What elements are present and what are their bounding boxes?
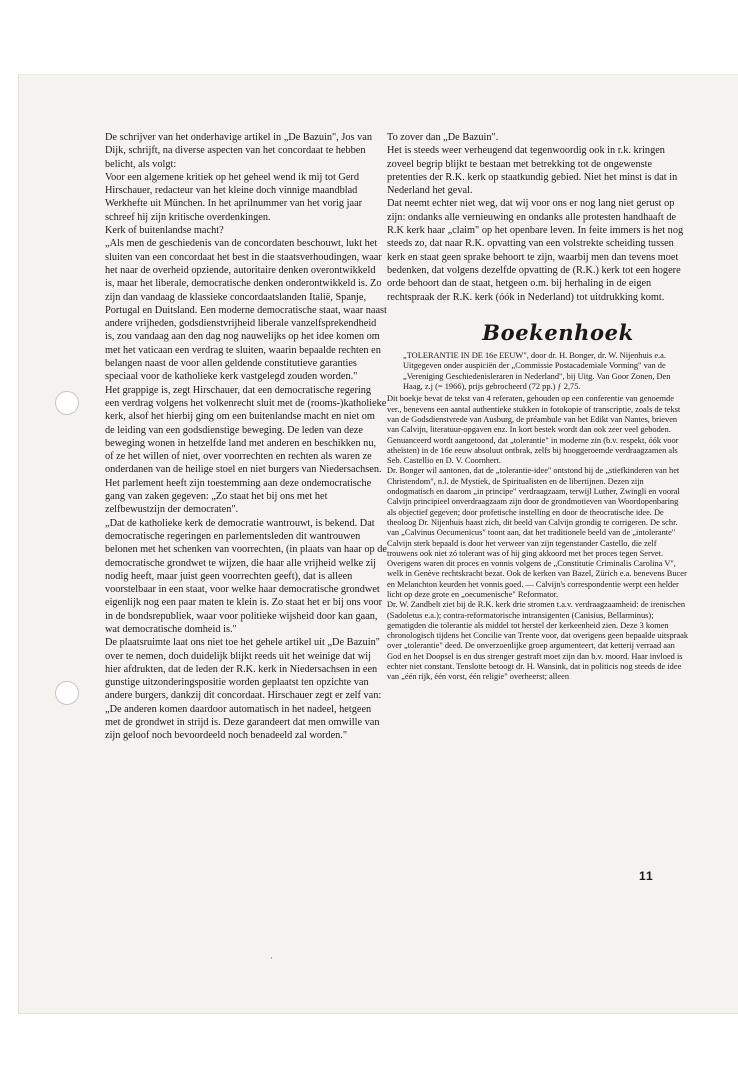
left-column [105,131,387,743]
right-column [387,131,689,683]
review-paragraph: Dr. Bonger wil aantonen, dat de „tolerantie-idee" ontstond bij de „stiefkinderen van het Christendom", n.l. de Mystiek, de Spiritualisten en de libertijnen. Dezen zijn ondogmatisch en daarom „in principe" verdraagzaam, terwijl Luther, Zwingli en vooral Calvijn principieel onverdraagzaam zijn door de grondmotieven van Woordopenbaring als objectief gegeven; door profetische instelling en door de theocratische idee. De theoloog Dr. Nijenhuis haast zich, dit beeld van Calvijn grondig te corrigeren. De schr. van „Calvinus Oecumenicus" toont aan, dat het traditionele beeld van de „intolerante" Calvijn sterk bepaald is door het verweer van zijn tegenstander Castello, die zelf trouwens ook niet zó tolerant was of hij ging akkoord met het proces tegen Servet. Overigens waren dit proces en vonnis volgens de „Constitutie Criminalis Carolina V", welk in Genève rechtskracht bezat. Ook de kerken van Bazel, Zürich e.a. benevens Bucer en Melanchton keurden het vonnis goed. — Calvijn's correspondentie werpt een helder licht op deze grote en „oecumenische" Reformator. [387,466,687,599]
paragraph: Voor een algemene kritiek op het geheel wend ik mij tot Gerd Hirschauer, redacteur van het kleine doch vinnige maandblad Werkhefte uit München. In het aprilnummer van het vorig jaar schreef hij zijn kritische overdenkingen. [105,171,363,223]
paragraph: Het is steeds weer verheugend dat tegenwoordig ook in r.k. kringen zoveel begrip blijkt te bestaan met betrekking tot de ongewenste pretenties der R.K. kerk op staatkundig gebied. Niet het minst is dat in Nederland het geval. [387,145,678,197]
review-paragraph: Dr. W. Zandbelt ziet bij de R.K. kerk drie stromen t.a.v. verdraagzaamheid: de irenischen (Sadoletus e.a.); contra-reformatorische intransigenten (Canisius, Bellarminus); gematigden die tolerantie als middel tot herstel der kerkeenheid zien. Deze 3 komen chronologisch tijdens het Concilie van Trente voor, dat overigens geen bepaalde uitspraak over „tolerantie" deed. De onverzoenlijke groep argumenteert, dat ketterij verraad aan God en het Doopsel is en dus strenger gestraft moet zijn dan b.v. moord. Haar invloed is echter niet constant. Tenslotte betoogt dr. H. Wansink, dat in politicis nog steeds de idee van „één rijk, één vorst, één religie" overheerst; alleen [387,600,689,682]
paragraph: Dat neemt echter niet weg, dat wij voor ons er nog lang niet gerust op zijn: ondanks alle vernieuwing en ondanks alle protesten handhaaft de R.K kerk haar „claim" op het openbare leven. In feite immers is het nog steeds zo, dat naar R.K. opvatting van een volstrekte scheiding tussen kerk en staat geen sprake behoort te zijn, waarbij men dan tevens moet bedenken, dat volgens dezelfde opvatting de (R.K.) kerk tot een hogere orde behoort dan de staat, hetgeen o.m. bij herhaling in de eigen rechtspraak der R.K. kerk (óók in Nederland) tot uitdrukking komt. [387,198,684,303]
footer-mark: · [270,953,273,963]
review-paragraph: Genuanceerd wordt aangetoond, dat „tolerantie" in moderne zin (b.v. respekt, óók voor atheïsten) in de 16e eeuw absoluut ontbrak, zelfs bij hooggeroemde verdraagzamen als Seb. Castellio en D. V. Coornhert. [387,435,679,466]
paragraph: De plaatsruimte laat ons niet toe het gehele artikel uit „De Bazuin" over te nemen, doch duidelijk blijkt reeds uit het weinige dat wij hier afdrukten, dat de leden der R.K. kerk in Niedersachsen in een gunstige uitzonderingspositie worden geplaatst ten opzichte van andere burgers, dankzij dit concordaat. Hirschauer zegt er zelf van: „De anderen komen daardoor automatisch in het nadeel, hetgeen met de grondwet in strijd is. Deze garandeert dat men omwille van zijn geloof noch bevoordeeld noch benadeeld zal worden." [105,637,382,742]
paragraph: Het grappige is, zegt Hirschauer, dat een democratische regering een verdrag volgens het volkenrecht sluit met de (rooms-)katholieke kerk, alsof het hierbij ging om een buitenlandse macht en niet om de leiding van een godsdienstige beweging. De leden van deze beweging wonen in hetzelfde land met anderen en beschikken nu, of ze het willen of niet, over voorrechten en rechten als waren ze onderdanen van de heilige stoel en niet burgers van Niedersachsen. Het parlement heeft zijn toestemming aan deze ondemocratische gang van zaken gegeven: „Zo staat het bij ons met het zelfbewustzijn der democraten". [105,384,387,516]
subheading: Kerk of buitenlandse macht? [105,225,224,237]
binder-hole [55,391,79,415]
paragraph: De schrijver van het onderhavige artikel in „De Bazuin", Jos van Dijk, schrijft, na diverse aspecten van het concordaat te hebben belicht, als volgt: [105,132,372,170]
quote-paragraph: „Dat de katholieke kerk de democratie wantrouwt, is bekend. Dat democratische regeringen en parlementsleden dit wantrouwen belonen met het schenken van voorrechten, (in plaats van haar op de democratische grondwet te wijzen, die haar alle vrijheid welke zij nodig heeft, maar juist geen voorrechten geeft), dat is alleen voorstelbaar in een staat, voor welke haar democratische grondwet eigenlijk nog een paar maten te klein is. Zo staat het er bij ons voor in de bondsrepubliek, waar voor politieke wijsheid door kan gaan, wat democratische domheid is." [105,517,387,635]
page-number: 11 [639,869,654,883]
quote-paragraph: „Als men de geschiedenis van de concordaten beschouwt, lukt het sluiten van een concordaat het best in die staatsverhoudingen, waar het naar de overheid opziende, autoritaire denken overontwikkeld is, maar het liberale, democratische denken onderontwikkeld is. Zo zijn dan vandaag de klassieke concordaatslanden Italië, Spanje, Portugal en Duitsland. Een moderne democratische staat, waar naast andere vrijheden, godsdienstvrijheid liberale vanzelfsprekendheid is, zou vandaag aan den dag nog nauwelijks op het idee komen om met het vaticaan een verdrag te sluiten, waarin bepaalde rechten en belangen naast de voor allen geldende constitutieve garanties speciaal voor de katholieke kerk vastgelegd zouden worden." [105,238,387,383]
book-citation: „TOLERANTIE IN DE 16e EEUW", door dr. H. Bonger, dr. W. Nijenhuis e.a. Uitgegeven onder auspiciën der „Commissie Postacademiale Vorming" van de „Vereniging Geschiedenisleraren in Nederland", bij Uitg. Van Goor Zonen, Den Haag, z.j (= 1966), prijs gebrocheerd (72 pp.) ƒ 2,75. [403,351,671,392]
review-paragraph: Dit boekje bevat de tekst van 4 referaten, gehouden op een conferentie van genoemde ver., benevens een aantal authentieke stukken in fotokopie of transcriptie, zoals de tekst van de Godsdienstvrede van Ausburg, de préambule van het Edikt van Nantes, brieven van Calvijn, literatuur-opgaven enz. In kort bestek wordt dan ook zeer veel geboden. [387,394,681,435]
binder-hole [55,681,79,705]
section-heading: Boekenhoek [482,319,634,345]
document-page [18,74,738,1014]
paragraph: To zover dan „De Bazuin". [387,132,499,143]
